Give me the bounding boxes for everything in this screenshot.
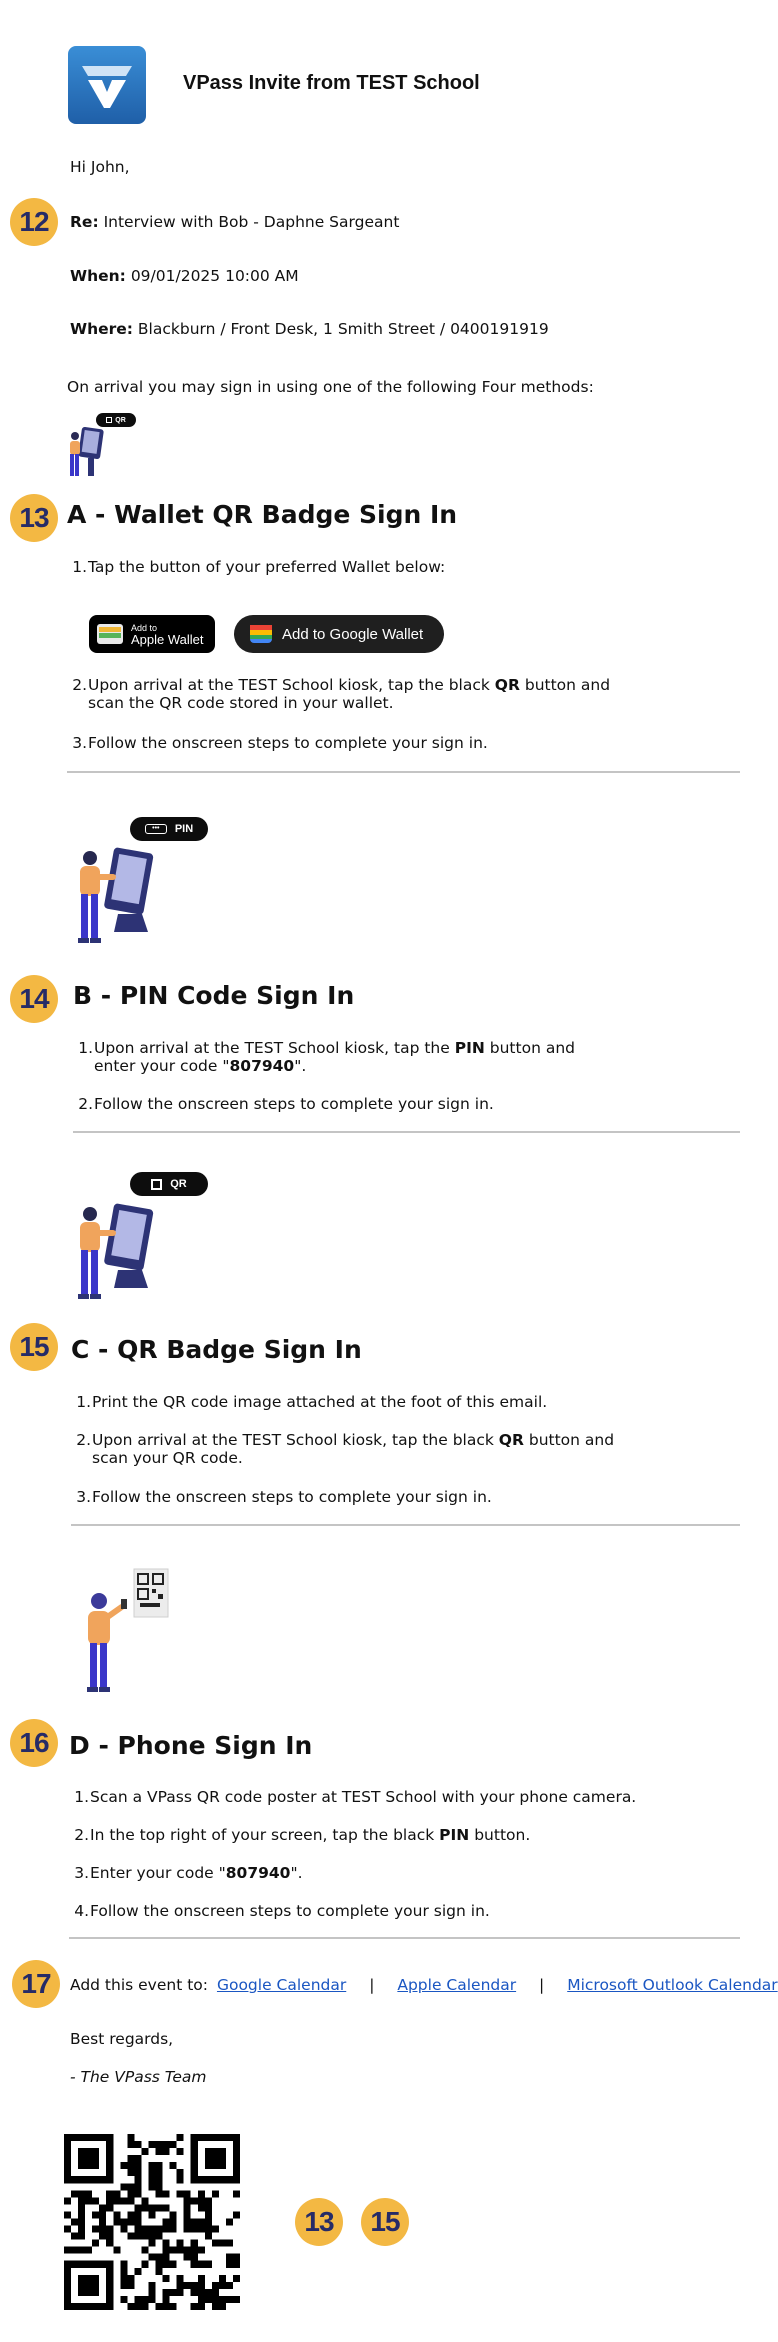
when-label: When: bbox=[70, 267, 126, 285]
detail-where bbox=[70, 320, 549, 338]
step-number: 1. bbox=[78, 1039, 93, 1057]
section-b-title: B - PIN Code Sign In bbox=[73, 981, 355, 1010]
step-text: Follow the onscreen steps to complete your sign in. bbox=[94, 1095, 494, 1113]
step-number: 1. bbox=[72, 558, 87, 576]
add-to-apple-wallet-button[interactable] bbox=[89, 615, 215, 653]
detail-re bbox=[70, 213, 399, 231]
step-text: In the top right of your screen, tap the black PIN button. bbox=[90, 1826, 531, 1844]
separator: | bbox=[369, 1976, 375, 1994]
section-divider bbox=[67, 771, 740, 773]
where-value: Blackburn / Front Desk, 1 Smith Street / 0400191919 bbox=[133, 320, 549, 338]
phone-scan-illustration bbox=[72, 1565, 172, 1700]
qr-pill-label: QR bbox=[170, 1178, 187, 1190]
step-text-line2: enter your code "807940". bbox=[94, 1057, 307, 1075]
step-text: Enter your code "807940". bbox=[90, 1864, 303, 1882]
pin-pill bbox=[130, 817, 208, 841]
qr-icon bbox=[151, 1179, 162, 1190]
step-number: 2. bbox=[72, 676, 87, 694]
step-number: 4. bbox=[74, 1902, 89, 1920]
step-badge: 13 bbox=[295, 2198, 343, 2246]
step-badge: 16 bbox=[10, 1719, 58, 1767]
separator: | bbox=[539, 1976, 545, 1994]
apple-calendar-link[interactable]: Apple Calendar bbox=[397, 1976, 517, 1994]
section-divider bbox=[71, 1524, 740, 1526]
step-text: Upon arrival at the TEST School kiosk, tap the black QR button and bbox=[88, 676, 611, 694]
step-number: 2. bbox=[78, 1095, 93, 1113]
greeting: Hi John, bbox=[70, 158, 130, 176]
re-value: Interview with Bob - Daphne Sargeant bbox=[98, 213, 400, 231]
step-badge: 14 bbox=[10, 975, 58, 1023]
outlook-calendar-link[interactable]: Microsoft Outlook Calendar bbox=[567, 1976, 778, 1994]
step-text-line2: scan the QR code stored in your wallet. bbox=[88, 694, 394, 712]
calendar-row bbox=[70, 1976, 778, 1994]
add-to-google-wallet-button[interactable] bbox=[234, 615, 444, 653]
vpass-logo bbox=[68, 46, 146, 124]
google-wallet-label: Add to Google Wallet bbox=[282, 625, 424, 643]
apple-wallet-label-top: Add to bbox=[131, 623, 158, 633]
apple-wallet-icon bbox=[97, 624, 123, 644]
section-a-title: A - Wallet QR Badge Sign In bbox=[67, 500, 458, 529]
step-badge: 17 bbox=[12, 1960, 60, 2008]
section-c-title: C - QR Badge Sign In bbox=[71, 1335, 362, 1364]
qr-icon bbox=[106, 417, 112, 423]
section-divider bbox=[69, 1937, 740, 1939]
kiosk-pin-illustration bbox=[70, 840, 160, 955]
pin-icon: ••• bbox=[145, 824, 167, 834]
signature: - The VPass Team bbox=[70, 2068, 207, 2086]
section-divider bbox=[73, 1131, 740, 1133]
step-text: Follow the onscreen steps to complete your sign in. bbox=[88, 734, 488, 752]
sign-off: Best regards, bbox=[70, 2030, 174, 2048]
qr-pill bbox=[130, 1172, 208, 1196]
qr-code-image bbox=[64, 2134, 240, 2310]
step-text: Follow the onscreen steps to complete your sign in. bbox=[90, 1902, 490, 1920]
step-number: 2. bbox=[74, 1826, 89, 1844]
step-badge: 15 bbox=[361, 2198, 409, 2246]
where-label: Where: bbox=[70, 320, 133, 338]
step-text: Upon arrival at the TEST School kiosk, tap the black QR button and bbox=[92, 1431, 615, 1449]
kiosk-qr-illustration bbox=[70, 1196, 160, 1311]
google-wallet-icon bbox=[250, 625, 272, 643]
kiosk-illustration-small bbox=[64, 424, 110, 482]
detail-when bbox=[70, 267, 299, 285]
step-badge: 13 bbox=[10, 494, 58, 542]
email-title: VPass Invite from TEST School bbox=[183, 72, 480, 94]
google-calendar-link[interactable]: Google Calendar bbox=[216, 1976, 347, 1994]
step-badge: 15 bbox=[10, 1323, 58, 1371]
step-number: 2. bbox=[76, 1431, 91, 1449]
step-text: Upon arrival at the TEST School kiosk, tap the PIN button and bbox=[94, 1039, 575, 1057]
intro-text: On arrival you may sign in using one of the following Four methods: bbox=[67, 378, 594, 396]
section-d-title: D - Phone Sign In bbox=[69, 1731, 313, 1760]
step-number: 3. bbox=[72, 734, 87, 752]
when-value: 09/01/2025 10:00 AM bbox=[125, 267, 299, 285]
calendar-label: Add this event to: bbox=[70, 1976, 209, 1994]
step-text: Print the QR code image attached at the foot of this email. bbox=[92, 1393, 548, 1411]
re-label: Re: bbox=[70, 213, 99, 231]
step-number: 3. bbox=[74, 1864, 89, 1882]
step-number: 1. bbox=[76, 1393, 91, 1411]
step-badge: 12 bbox=[10, 198, 58, 246]
step-text: Follow the onscreen steps to complete your sign in. bbox=[92, 1488, 492, 1506]
step-text: Scan a VPass QR code poster at TEST School with your phone camera. bbox=[90, 1788, 637, 1806]
step-text: Tap the button of your preferred Wallet below: bbox=[88, 558, 446, 576]
step-text-line2: scan your QR code. bbox=[92, 1449, 243, 1467]
step-number: 3. bbox=[76, 1488, 91, 1506]
qr-pill-label: QR bbox=[115, 416, 126, 424]
apple-wallet-label: Apple Wallet bbox=[131, 632, 204, 647]
pin-pill-label: PIN bbox=[174, 823, 194, 835]
step-number: 1. bbox=[74, 1788, 89, 1806]
